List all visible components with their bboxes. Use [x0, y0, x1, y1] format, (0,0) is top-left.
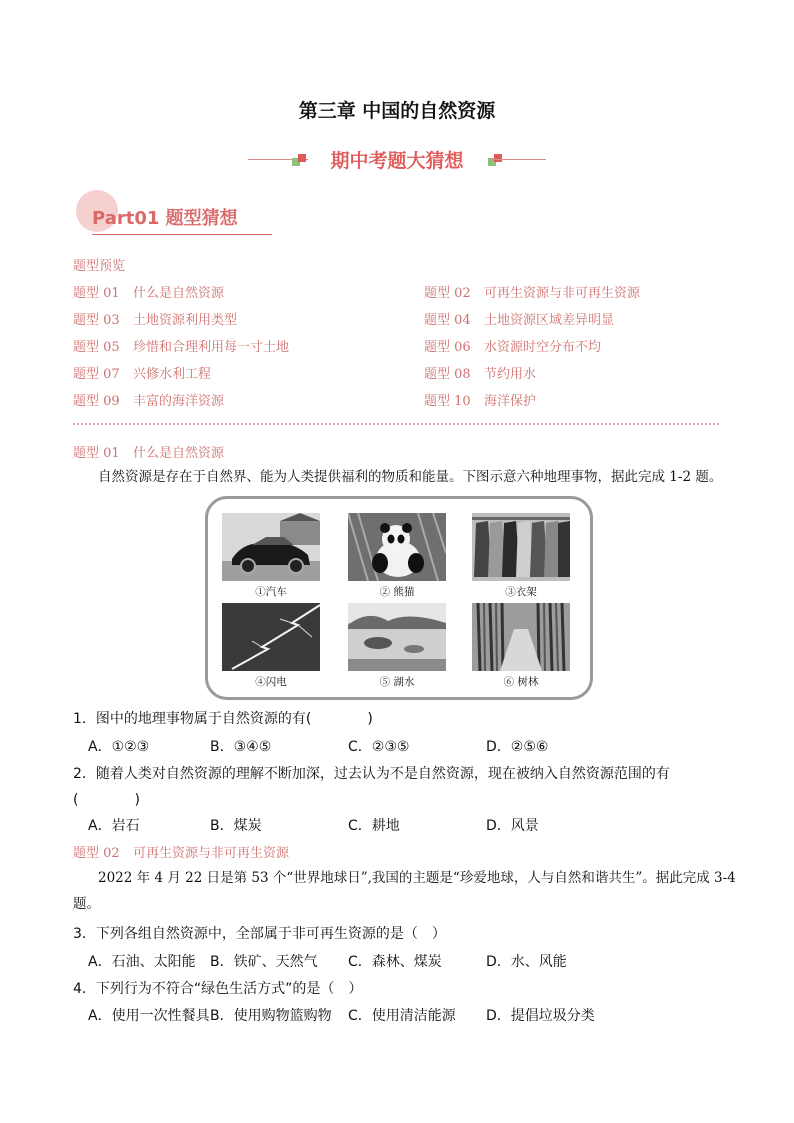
figure-caption: ③衣架 — [505, 586, 537, 598]
forest-photo-icon — [472, 603, 570, 671]
lightning-photo-icon — [222, 603, 320, 671]
car-photo-icon — [222, 513, 320, 581]
question-4-stem: 4．下列行为不符合“绿色生活方式”的是（ ） — [73, 981, 363, 997]
figure-cell-panda — [348, 513, 446, 598]
figure-cell-lightning — [222, 603, 320, 688]
question-1-option-b[interactable]: B．③④⑤ — [210, 739, 272, 755]
question-3-option-d[interactable]: D．水、风能 — [486, 954, 567, 970]
section-heading: 题型 01 什么是自然资源 — [73, 446, 225, 461]
banner-right-line — [490, 159, 546, 160]
type-item[interactable]: 题型 10 海洋保护 — [424, 394, 537, 409]
type-item[interactable]: 题型 08 节约用水 — [424, 367, 537, 382]
question-1-stem: 1．图中的地理事物属于自然资源的有( ) — [73, 711, 373, 727]
section-banner — [0, 144, 794, 174]
type-item[interactable]: 题型 09 丰富的海洋资源 — [73, 394, 225, 409]
figure-caption: ② 熊猫 — [379, 586, 415, 598]
banner-title: 期中考题大猜想 — [330, 150, 464, 172]
question-2-option-c[interactable]: C．耕地 — [348, 818, 400, 834]
question-4-option-b[interactable]: B．使用购物篮购物 — [210, 1008, 332, 1024]
figure-cell-forest — [472, 603, 570, 688]
section-intro: 自然资源是存在于自然界、能为人类提供福利的物质和能量。下图示意六种地理事物，据此完成 1-2 题。 — [98, 469, 723, 485]
figure-caption: ⑥ 树林 — [503, 676, 539, 688]
type-item[interactable]: 题型 06 水资源时空分布不均 — [424, 340, 602, 355]
question-3-option-a[interactable]: A．石油、太阳能 — [88, 954, 196, 970]
question-2-option-a[interactable]: A．岩石 — [88, 818, 140, 834]
page-title: 第三章 中国的自然资源 — [298, 100, 496, 122]
type-item[interactable]: 题型 02 可再生资源与非可再生资源 — [424, 286, 641, 301]
question-2-option-b[interactable]: B．煤炭 — [210, 818, 262, 834]
figure-caption: ④闪电 — [255, 676, 287, 688]
question-3-option-b[interactable]: B．铁矿、天然气 — [210, 954, 318, 970]
figure-cell-clothes-rack — [472, 513, 570, 598]
question-1-option-d[interactable]: D．②⑤⑥ — [486, 739, 549, 755]
preview-label: 题型预览 — [73, 259, 126, 274]
figure-panel — [205, 496, 593, 700]
part-heading: Part01 题型猜想 — [92, 208, 238, 229]
clothes-rack-photo-icon — [472, 513, 570, 581]
figure-cell-lake — [348, 603, 446, 688]
figure-caption: ⑤ 湖水 — [379, 676, 415, 688]
question-3-stem: 3．下列各组自然资源中，全部属于非可再生资源的是（ ） — [73, 926, 446, 942]
type-item[interactable]: 题型 03 土地资源利用类型 — [73, 313, 238, 328]
part-underline — [92, 234, 272, 235]
type-item[interactable]: 题型 07 兴修水利工程 — [73, 367, 212, 382]
question-3-option-c[interactable]: C．森林、煤炭 — [348, 954, 442, 970]
section-intro-cont: 题。 — [73, 896, 100, 912]
question-4-option-d[interactable]: D．提倡垃圾分类 — [486, 1008, 595, 1024]
banner-square-icon — [494, 154, 502, 162]
figure-caption: ①汽车 — [255, 586, 287, 598]
question-4-option-c[interactable]: C．使用清洁能源 — [348, 1008, 456, 1024]
lake-photo-icon — [348, 603, 446, 671]
panda-photo-icon — [348, 513, 446, 581]
type-item[interactable]: 题型 04 土地资源区域差异明显 — [424, 313, 615, 328]
question-4-option-a[interactable]: A．使用一次性餐具 — [88, 1008, 210, 1024]
dotted-divider — [73, 423, 719, 425]
question-2-stem: 2．随着人类对自然资源的理解不断加深，过去认为不是自然资源，现在被纳入自然资源范围的有 — [73, 766, 670, 782]
type-item[interactable]: 题型 05 珍惜和合理利用每一寸土地 — [73, 340, 290, 355]
question-1-option-a[interactable]: A．①②③ — [88, 739, 150, 755]
section-intro: 2022 年 4 月 22 日是第 53 个“世界地球日”,我国的主题是“珍爱地球，人与自然和谐共生”。据此完成 3-4 — [98, 870, 736, 886]
question-2-blank: ( ) — [73, 792, 140, 808]
type-item[interactable]: 题型 01 什么是自然资源 — [73, 286, 225, 301]
question-1-option-c[interactable]: C．②③⑤ — [348, 739, 410, 755]
section-heading: 题型 02 可再生资源与非可再生资源 — [73, 846, 290, 861]
question-2-option-d[interactable]: D．风景 — [486, 818, 539, 834]
figure-cell-car — [222, 513, 320, 598]
